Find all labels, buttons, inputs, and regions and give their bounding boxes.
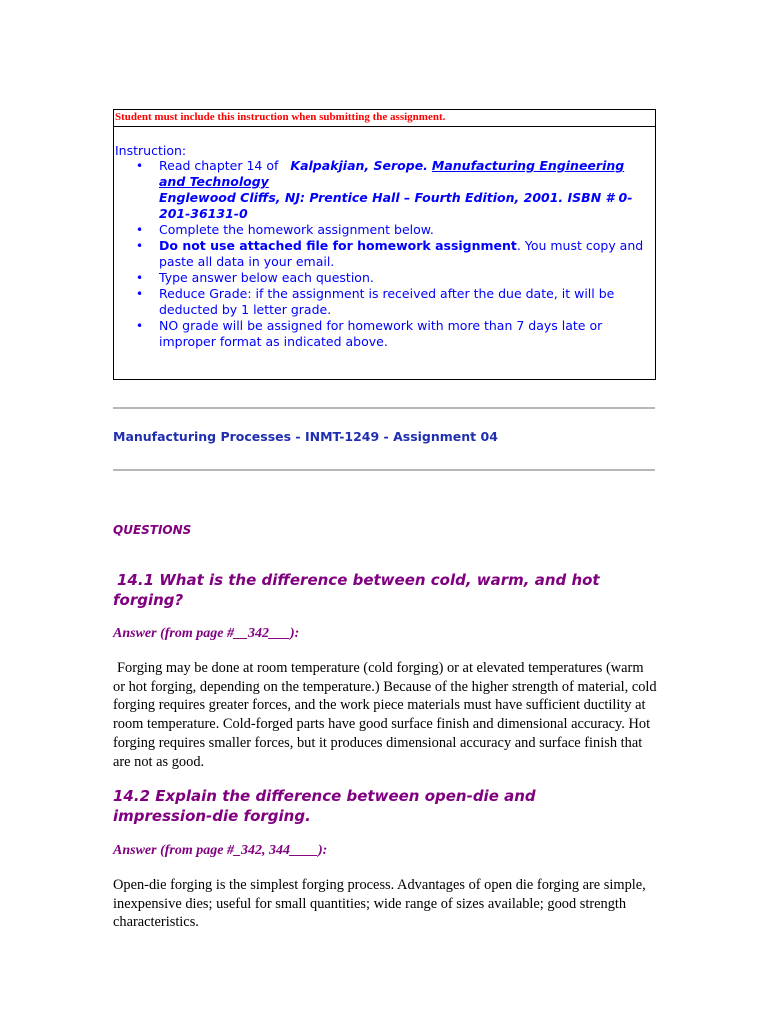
book-author: Kalpakjian, Serope. [290,158,428,173]
answer-14-2: Open-die forging is the simplest forging process. Advantages of open die forging are simple, inexpensive dies; useful for small quantities; wide range of sizes available; good strength characteristics. [113,877,646,931]
instruction-item-no-grade [114,318,655,350]
instruction-item-complete [114,222,655,238]
instruction-title: Instruction: [115,143,187,158]
read-prefix: Read chapter 14 of [159,158,279,173]
answer-label-14-1: Answer (from page #__342___): [113,626,300,641]
bullet-icon: • [136,223,144,237]
no-grade-text: NO grade will be assigned for homework with more than 7 days late or improper format as indicated above. [159,318,603,349]
instruction-item-type [114,270,655,286]
instruction-item-reduce [114,286,655,318]
bullet-icon: • [136,271,144,285]
reduce-text: Reduce Grade: if the assignment is received after the due date, it will be deducted by 1 letter grade. [159,286,615,317]
course-title: Manufacturing Processes - INMT-1249 - Assignment 04 [113,429,498,444]
instruction-box [113,109,656,380]
questions-heading: QUESTIONS [113,523,192,537]
divider-bottom [113,469,655,471]
question-14-2: 14.2 Explain the difference between open-die and impression-die forging. [113,787,536,825]
book-publisher: Englewood Cliffs, NJ: Prentice Hall – Fourth Edition, 2001. ISBN # 0-201-36131-0 [159,190,633,221]
bullet-icon: • [136,159,144,173]
divider-top [113,407,655,409]
instruction-item-read [114,158,655,222]
answer-label-14-2: Answer (from page #_342, 344____): [113,843,328,858]
attach-warning: Do not use attached file for homework assignment [159,238,517,253]
instruction-list [114,158,655,350]
question-14-1: 14.1 What is the difference between cold, warm, and hot forging? [113,571,600,609]
bullet-icon: • [136,319,144,333]
instruction-item-attach [114,238,655,270]
bullet-icon: • [136,239,144,253]
book-title: Manufacturing Engineering and Technology [159,158,625,189]
attach-rest: . You must copy and paste all data in your email. [159,238,644,269]
complete-text: Complete the homework assignment below. [159,222,434,237]
answer-14-1: Forging may be done at room temperature (cold forging) or at elevated temperatures (warm or hot forging, depending on the temperature.) Because of the higher strength of material, cold forging requires greater forces, and the work piece materials must have sufficient ductility at room temperature. Cold-forged parts have good surface finish and dimensional accuracy. Hot forging requires smaller forces, but it produces dimensional accuracy and surface finish that are not as good. [113,660,657,770]
submission-notice: Student must include this instruction when submitting the assignment. [114,110,655,127]
bullet-icon: • [136,287,144,301]
type-answer-text: Type answer below each question. [159,270,374,285]
